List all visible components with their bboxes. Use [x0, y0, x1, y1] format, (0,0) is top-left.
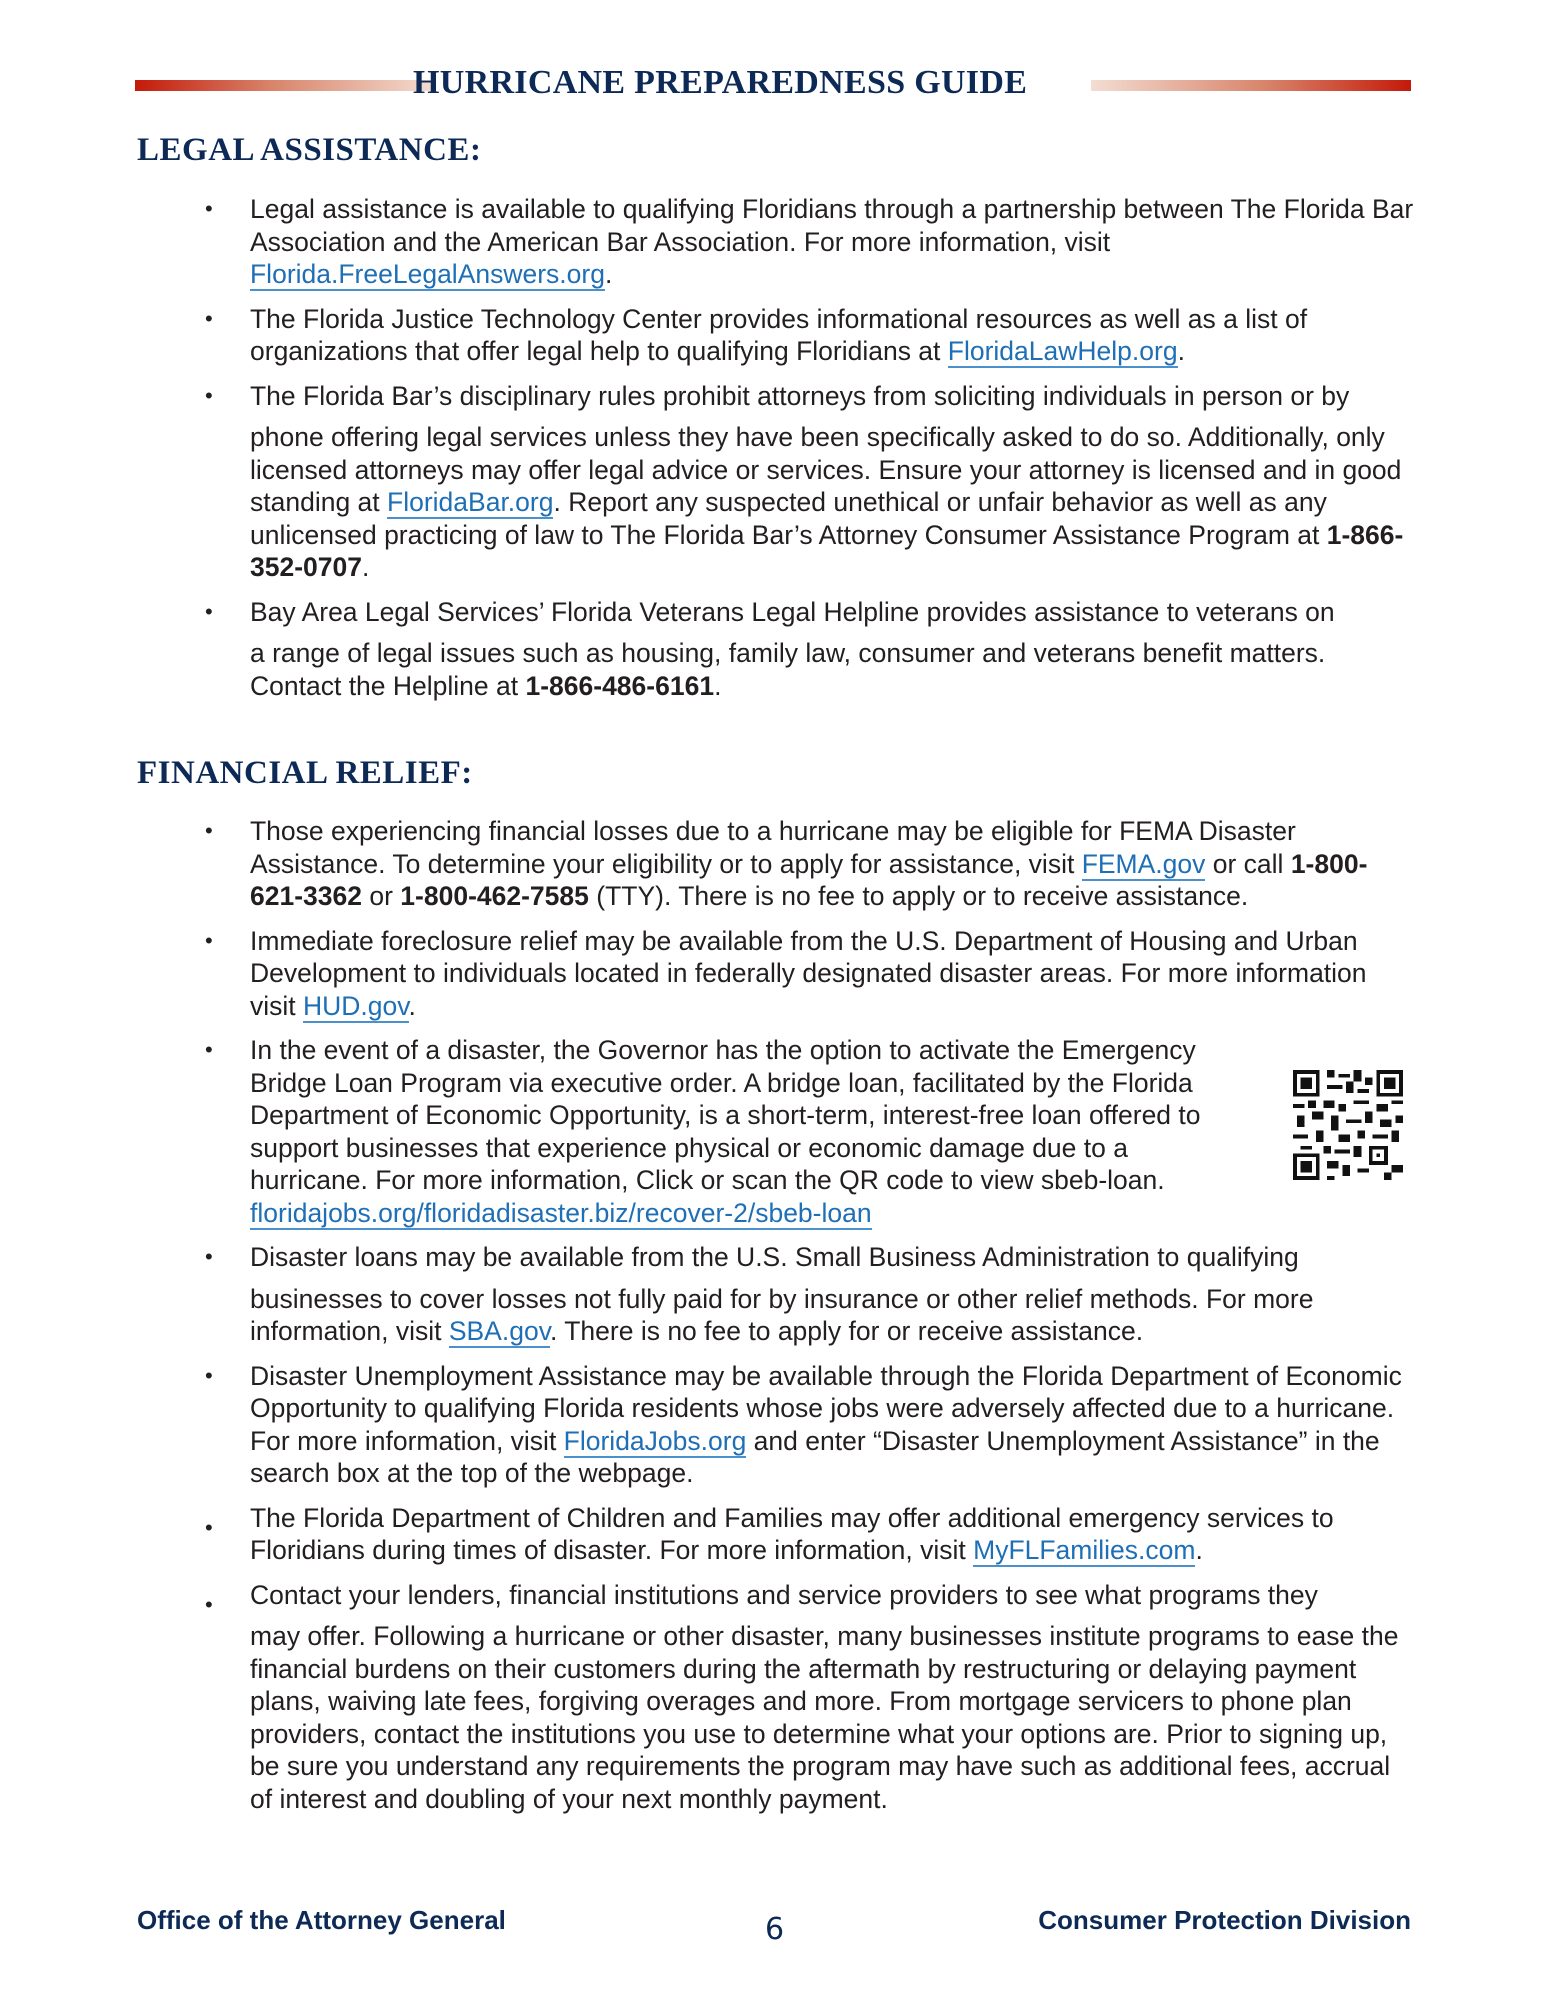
list-item: • Contact your lenders, financial institutions and service providers to see what programs they may offer. Following a hurricane or other disaster, many businesses institute programs to ease the financial burdens on their customers during the aftermath by restructuring or delaying payment plans, waiving late fees, forgiving overages and more. From mortgage servicers to phone plan providers, contact the institutions you use to determine what your options are. Prior to signing up, be sure you understand any requirements the program may have such as additional fees, accrual of interest and doubling of your next monthly payment. [205, 1579, 1399, 1814]
bullet-icon: • [205, 818, 213, 843]
bullet-icon: • [205, 1244, 213, 1269]
list-item: • Those experiencing financial losses due to a hurricane may be eligible for FEMA Disaster Assistance. To determine your eligibility or to apply for assistance, visit FEMA.gov or call 1-800-621-3362 or 1-800-462-7585 (TTY). There is no fee to apply or to receive assistance. [205, 816, 1368, 911]
header-rule-right [1091, 80, 1411, 91]
page-header [135, 60, 1411, 110]
bullet-icon: • [205, 1037, 213, 1062]
footer-office: Office of the Attorney General [137, 1905, 506, 1935]
link-hud[interactable]: HUD.gov [303, 990, 409, 1021]
section-title-legal: LEGAL ASSISTANCE: [137, 132, 482, 168]
bullet-icon: • [205, 196, 213, 221]
footer-division: Consumer Protection Division [1038, 1905, 1411, 1935]
list-item: • The Florida Bar’s disciplinary rules prohibit attorneys from soliciting individuals in person or by phone offering legal services unless they have been specifically asked to do so. Additionally, only licensed attorneys may offer legal advice or services. Ensure your attorney is licensed and in good standing at FloridaBar.org. Report any suspected unethical or unfair behavior as well as any unlicensed practicing of law to The Florida Bar’s Attorney Consumer Assistance Program at 1-866-352-0707. [205, 380, 1404, 582]
link-fema[interactable]: FEMA.gov [1081, 848, 1206, 879]
header-rule-left [135, 80, 435, 91]
list-item: • Disaster Unemployment Assistance may be available through the Florida Department of Economic Opportunity to qualifying Florida residents whose jobs were adversely affected due to a hurricane. For more information, visit FloridaJobs.org and enter “Disaster Unemployment Assistance” in the search box at the top of the webpage. [205, 1360, 1402, 1488]
phone-number: 1-866-352-0707 [250, 519, 1404, 582]
qr-code-icon[interactable] [1293, 1070, 1403, 1180]
link-myflfamilies[interactable]: MyFLFamilies.com [973, 1535, 1196, 1565]
bullet-icon: • [205, 598, 213, 624]
phone-number: 1-800-621-3362 [250, 848, 1368, 911]
list-item: • Legal assistance is available to qualifying Floridians through a partnership between The Florida Bar Association and the American Bar Association. For more information, visit Florida.FreeLegalAnswers.org. [205, 194, 1414, 289]
bullet-icon: • [205, 1514, 213, 1540]
list-item: • Bay Area Legal Services’ Florida Veterans Legal Helpline provides assistance to veterans on a range of legal issues such as housing, family law, consumer and veterans benefit matters. Contact the Helpline at 1-866-486-6161. [205, 596, 1335, 701]
list-item: • Immediate foreclosure relief may be available from the U.S. Department of Housing and Urban Development to individuals located in federally designated disaster areas. For more information visit HUD.gov. [205, 925, 1367, 1021]
legal-list [195, 193, 1415, 714]
bullet-icon: • [205, 927, 213, 953]
bullet-icon: • [205, 1591, 213, 1617]
bullet-icon: • [205, 1362, 213, 1388]
list-item: • Disaster loans may be available from the U.S. Small Business Administration to qualifying businesses to cover losses not fully paid for by insurance or other relief methods. For more information, visit SBA.gov. There is no fee to apply for or receive assistance. [205, 1242, 1314, 1346]
link-florida-bar[interactable]: FloridaBar.org [387, 487, 554, 517]
bullet-icon: • [205, 382, 213, 408]
section-title-financial: FINANCIAL RELIEF: [137, 755, 473, 791]
list-item: • The Florida Department of Children and Families may offer additional emergency services to Floridians during times of disaster. For more information, visit MyFLFamilies.com. [205, 1502, 1334, 1565]
page-number: 6 [765, 1912, 785, 1947]
phone-number: 1-866-486-6161 [525, 670, 715, 701]
financial-list [195, 815, 1415, 1827]
bullet-icon: • [205, 305, 213, 331]
link-free-legal-answers[interactable]: Florida.FreeLegalAnswers.org [250, 259, 605, 289]
phone-number-tty: 1-800-462-7585 [400, 881, 589, 911]
link-sba[interactable]: SBA.gov [448, 1316, 550, 1346]
list-item: • The Florida Justice Technology Center provides informational resources as well as a list of organizations that offer legal help to qualifying Floridians at FloridaLawHelp.org. [205, 303, 1308, 366]
document-title: HURRICANE PREPAREDNESS GUIDE [413, 64, 1028, 101]
list-item: • In the event of a disaster, the Governor has the option to activate the Emergency Bridge Loan Program via executive order. A bridge loan, facilitated by the Florida Department of Economic Opportunity, is a short-term, interest-free loan offered to support businesses that experience physical or economic damage due to a hurricane. For more information, Click or scan the QR code to view sbeb-loan. floridajobs.org/floridadisaster.biz/recover-2/sbeb-loan [205, 1035, 1201, 1228]
link-sbeb-loan[interactable]: floridajobs.org/floridadisaster.biz/recover-2/sbeb-loan [250, 1197, 872, 1228]
link-florida-law-help[interactable]: FloridaLawHelp.org [947, 336, 1178, 366]
link-florida-jobs[interactable]: FloridaJobs.org [563, 1425, 747, 1456]
